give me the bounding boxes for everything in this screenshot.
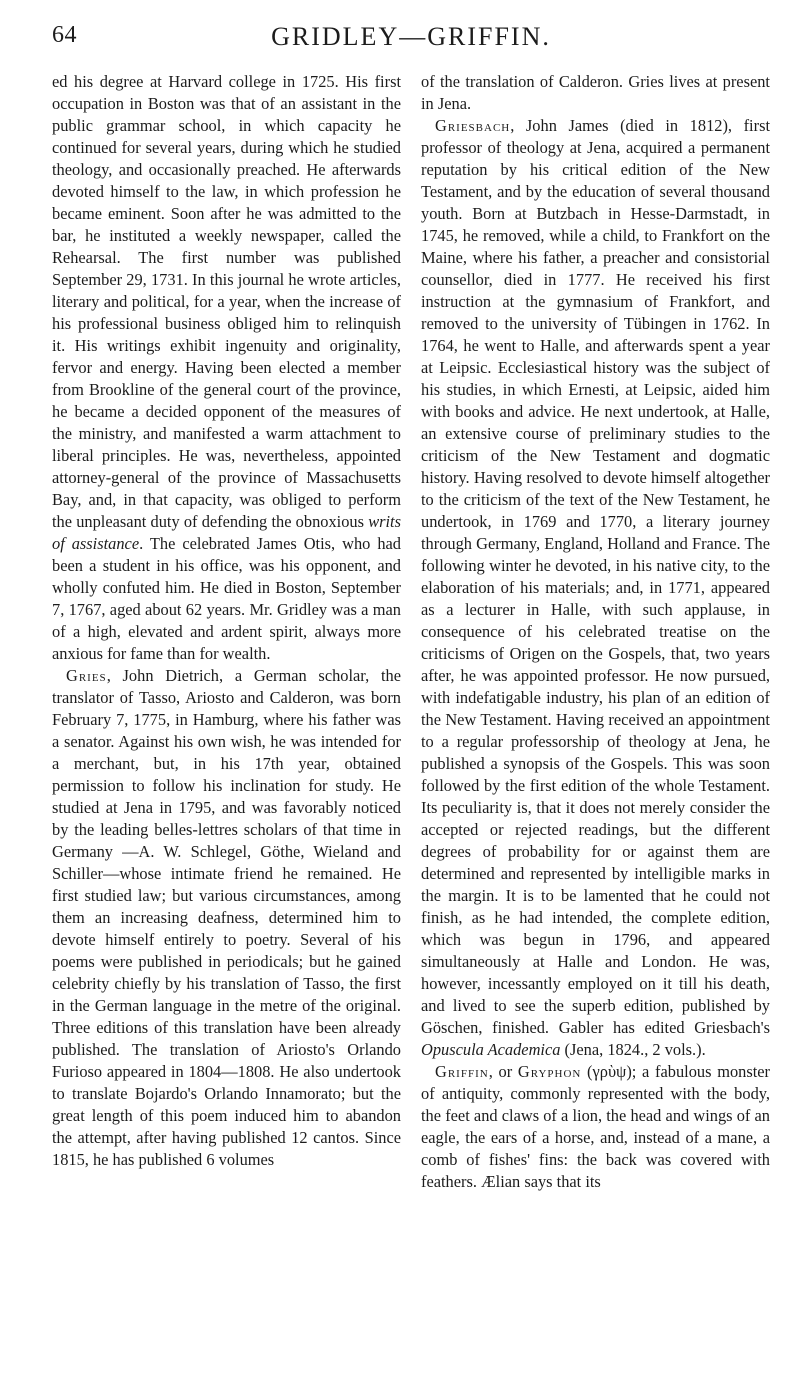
greek-term: (γρὺψ) [581,1062,632,1081]
headword-griesbach: Griesbach [435,116,511,135]
headword-griffin: Griffin [435,1062,489,1081]
page-number: 64 [52,22,77,48]
entry-griesbach: Griesbach, John James (died in 1812), first professor of theology at Jena, acquired a permanent reputation by his critical edition of the New Testament, and by the education of several thousand youth. Born at Butzbach in Hesse-Darmstadt, in 1745, he removed, while a child, to Frankfort on the Maine, where his father, a preacher and consistorial counsellor, died in 1777. He received his first instruction at the gymnasium of Frankfort, and removed to the university of Tübingen in 1762. In 1764, he went to Halle, and afterwards spent a year at Leipsic. Ecclesiastical history was the subject of his studies, in which Ernesti, at Leipsic, aided him with books and advice. He next undertook, at Halle, an extensive course of preliminary studies to the criticism of the New Testament and dogmatic history. Having resolved to devote himself altogether to the criticism of the text of the New Testament, he undertook, in 1769 and 1770, a literary journey through Germany, England, Holland and France. The following winter he devoted, in his native city, to the elaboration of his materials; and, in 1771, appeared as a lecturer in Halle, with such applause, in consequence of his celebrated treatise on the criticisms of Origen on the Gospels, that, two years after, he was appointed professor. He now pursued, with indefatigable industry, his plan of an edition of the New Testament. Having received an appointment to a regular professorship of theology at Jena, he published a synopsis of the Gospels. This was soon followed by the first edition of the whole Testament. Its peculiarity is, that it does not merely consider the accepted or rejected readings, but the different degrees of probability for or against them are determined and represented by intelligible marks in the margin. It is to be lamented that he could not finish, as he had intended, the complete edition, which was begun in 1796, and appeared simultaneously at Halle and London. He was, however, incessantly employed on it till his death, and lived to see the superb edition, published by Göschen, finished. Gabler has edited Griesbach's Opuscula Academica (Jena, 1824., 2 vols.). [421,116,770,1059]
entry-griffin: Griffin, or Gryphon (γρὺψ); a fabulous monster of antiquity, commonly represented with the body, the feet and claws of a lion, the head and wings of an eagle, the ears of a horse, and, instead of a mane, a comb of fishes' fins: the back was covered with feathers. Ælian says that its [421,1062,771,1191]
gridley-continuation: ed his degree at Harvard college in 1725. His first occupation in Boston was that of an assistant in the public grammar school, in which capacity he continued for several years, during which he studied theology, and occasionally preached. He afterwards devoted himself to the law, in which profession he became eminent. Soon after he was admitted to the bar, he instituted a weekly newspaper, called the Rehearsal. The first number was published September 29, 1731. In this journal he wrote articles, literary and political, for a year, when the increase of his professional business obliged him to relinquish it. His writings exhibit ingenuity and originality, fervor and energy. Having been elected a member from Brookline of the general court of the province, he became a decided opponent of the measures of the ministry, and manifested a warm attachment to liberal principles. He was, nevertheless, appointed attorney-general of the province of Massachusetts Bay, and, in that capacity, was obliged to perform the unpleasant duty of defending the obnoxious writs of assistance. The celebrated James Otis, who had been a student in his office, was his opponent, and wholly confuted him. He died in Boston, September 7, 1767, aged about 62 years. Mr. Gridley was a man of a high, elevated and ardent spirit, always more anxious for fame than for wealth. [52,72,401,663]
running-head: GRIDLEY—GRIFFIN. [271,22,551,51]
page-header [52,22,770,56]
gries-continuation: of the translation of Calderon. Gries lives at present in Jena. [421,72,770,113]
entry-gries: Gries, John Dietrich, a German scholar, the translator of Tasso, Ariosto and Calderon, was born February 7, 1775, in Hamburg, where his father was a senator. Against his own wish, he was intended for a merchant, but, in his 17th year, obtained permission to follow his inclination for study. He studied at Jena in 1795, and was favorably noticed by the leading belles-lettres scholars of that time in Germany —A. W. Schlegel, Göthe, Wieland and Schiller—whose intimate friend he remained. He first studied law; but various circumstances, among them an increasing deafness, determined him to devote himself entirely to poetry. Several of his poems were published in periodicals; but he gained celebrity chiefly by his translation of Tasso, the first in the German language in the metre of the original. Three editions of this translation have been already published. The translation of Ariosto's Orlando Furioso appeared in 1804—1808. He also undertook to translate Bojardo's Orlando Innamorato; but the great length of this poem induced him to abandon the attempt, after having published 12 cantos. Since 1815, he has published 6 volumes [52,666,401,1169]
headword-gryphon: Gryphon [517,1062,582,1081]
right-column [421,71,770,1193]
italic-title: Opuscula Academica [421,1040,561,1059]
text-columns [52,71,770,1193]
italic-phrase: writs of assistance [52,512,401,553]
left-column [52,71,401,1193]
headword-gries: Gries [66,666,107,685]
